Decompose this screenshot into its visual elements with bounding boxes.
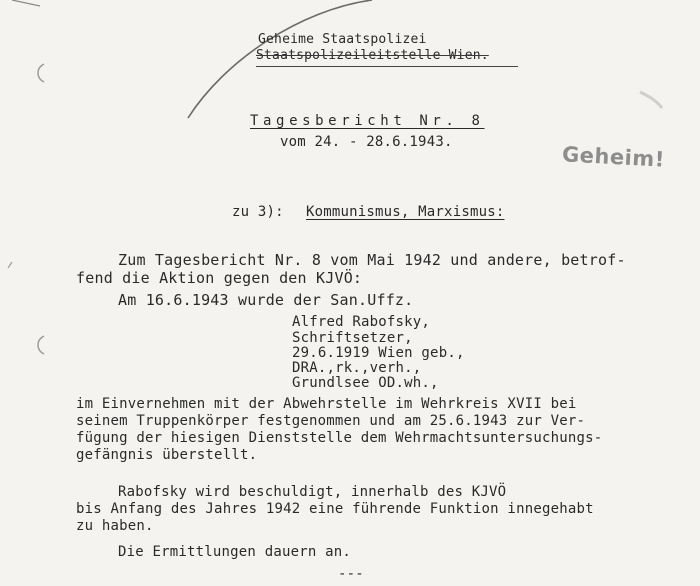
arrestee-residence: Grundlsee OD.wh., bbox=[292, 375, 439, 391]
smudge-right bbox=[640, 92, 662, 108]
section-heading: Kommunismus, Marxismus: bbox=[306, 204, 505, 220]
report-title: Tagesbericht Nr. 8 bbox=[250, 113, 485, 129]
paragraph-2-line-2: seinem Truppenkörper festgenommen und am 25.6.1943 zur Ver- bbox=[76, 413, 586, 429]
arrestee-status: DRA.,rk.,verh., bbox=[292, 360, 422, 376]
paragraph-2-line-4: gefängnis überstellt. bbox=[76, 447, 258, 463]
end-mark: --- bbox=[338, 566, 364, 582]
agency-office: Staatspolizeileitstelle Wien. bbox=[256, 48, 489, 63]
paragraph-3-line-3: zu haben. bbox=[76, 518, 154, 534]
paragraph-1-line-2: fend die Aktion gegen den KJVÖ: bbox=[76, 269, 363, 287]
agency-name: Geheime Staatspolizei bbox=[258, 32, 427, 47]
arrestee-occupation: Schriftsetzer, bbox=[292, 330, 413, 346]
agency-office-underline bbox=[256, 66, 518, 67]
arrestee-birth: 29.6.1919 Wien geb., bbox=[292, 345, 465, 361]
paragraph-1-line-3: Am 16.6.1943 wurde der San.Uffz. bbox=[118, 291, 414, 309]
binder-hole-mark-bottom bbox=[38, 336, 44, 354]
report-date-range: vom 24. - 28.6.1943. bbox=[280, 134, 453, 150]
paragraph-4-line-1: Die Ermittlungen dauern an. bbox=[118, 544, 351, 560]
section-number: zu 3): bbox=[232, 204, 284, 220]
paragraph-3-line-1: Rabofsky wird beschuldigt, innerhalb des KJVÖ bbox=[118, 484, 507, 500]
paragraph-2-line-1: im Einvernehmen mit der Abwehrstelle im Wehrkreis XVII bei bbox=[76, 396, 577, 412]
pen-stroke-corner bbox=[12, 0, 40, 6]
binder-hole-mark-top bbox=[38, 64, 44, 82]
secret-stamp: Geheim! bbox=[561, 142, 666, 172]
paragraph-3-line-2: bis Anfang des Jahres 1942 eine führende Funktion innegehabt bbox=[76, 501, 594, 517]
pencil-mark-margin bbox=[8, 262, 12, 268]
arrestee-name: Alfred Rabofsky, bbox=[292, 314, 431, 330]
paragraph-2-line-3: fügung der hiesigen Dienststelle dem Wehrmachtsuntersuchungs- bbox=[76, 430, 603, 446]
paragraph-1-line-1: Zum Tagesbericht Nr. 8 vom Mai 1942 und andere, betrof- bbox=[118, 251, 626, 269]
